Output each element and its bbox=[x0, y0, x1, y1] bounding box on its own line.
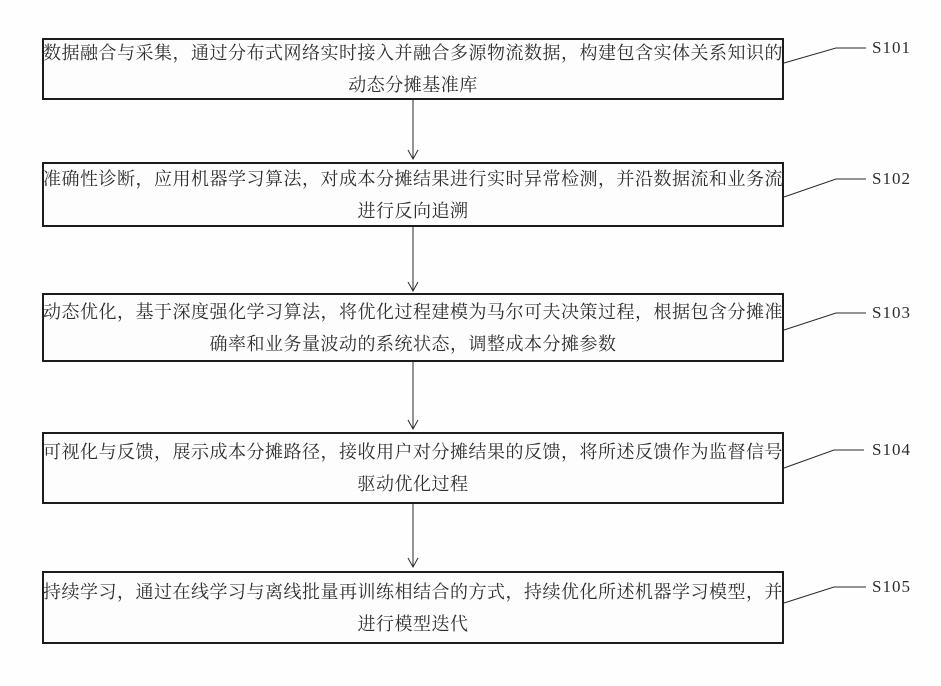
flow-step-box-5 bbox=[42, 571, 784, 644]
step-label-connector-4 bbox=[784, 450, 864, 468]
step-label-s102: S102 bbox=[872, 169, 911, 188]
flow-arrow-4 bbox=[408, 504, 418, 567]
step-label-connector-1 bbox=[784, 48, 866, 63]
flow-arrow-1 bbox=[408, 100, 418, 159]
step-label-s101: S101 bbox=[872, 38, 911, 57]
flow-step-5-text-line-1: 持续学习，通过在线学习与离线批量再训练相结合的方式，持续优化所述机器学习模型，并 bbox=[43, 581, 783, 602]
flow-step-1-text-line-2: 动态分摊基准库 bbox=[348, 75, 478, 95]
flow-step-5-text-line-2: 进行模型迭代 bbox=[357, 613, 469, 634]
flow-step-2-text-line-1: 准确性诊断，应用机器学习算法，对成本分摊结果进行实时异常检测，并沿数据流和业务流 bbox=[43, 168, 783, 189]
flow-arrow-2 bbox=[408, 227, 418, 291]
flow-step-box-1 bbox=[42, 38, 784, 100]
step-label-s103: S103 bbox=[872, 303, 911, 322]
step-label-s105: S105 bbox=[872, 577, 911, 596]
flow-arrow-3 bbox=[408, 362, 418, 429]
flow-step-1-text-line-1: 数据融合与采集，通过分布式网络实时接入并融合多源物流数据，构建包含实体关系知识的 bbox=[43, 43, 783, 63]
flow-step-3-text-line-2: 确率和业务量波动的系统状态，调整成本分摊参数 bbox=[209, 333, 617, 354]
step-label-s104: S104 bbox=[872, 440, 911, 459]
step-label-connector-5 bbox=[784, 587, 866, 603]
flow-step-4-text-line-1: 可视化与反馈，展示成本分摊路径，接收用户对分摊结果的反馈，将所述反馈作为监督信号 bbox=[43, 442, 783, 462]
step-label-connector-2 bbox=[784, 179, 866, 197]
flow-step-3-text-line-1: 动态优化，基于深度强化学习算法，将优化过程建模为马尔可夫决策过程，根据包含分摊准 bbox=[43, 301, 783, 322]
flow-step-box-4 bbox=[42, 432, 784, 504]
flow-step-box-2 bbox=[42, 162, 784, 227]
flow-step-2-text-line-2: 进行反向追溯 bbox=[357, 200, 469, 221]
step-label-connector-3 bbox=[784, 313, 866, 330]
flow-step-box-3 bbox=[42, 293, 784, 362]
flow-step-4-text-line-2: 驱动优化过程 bbox=[357, 474, 469, 494]
